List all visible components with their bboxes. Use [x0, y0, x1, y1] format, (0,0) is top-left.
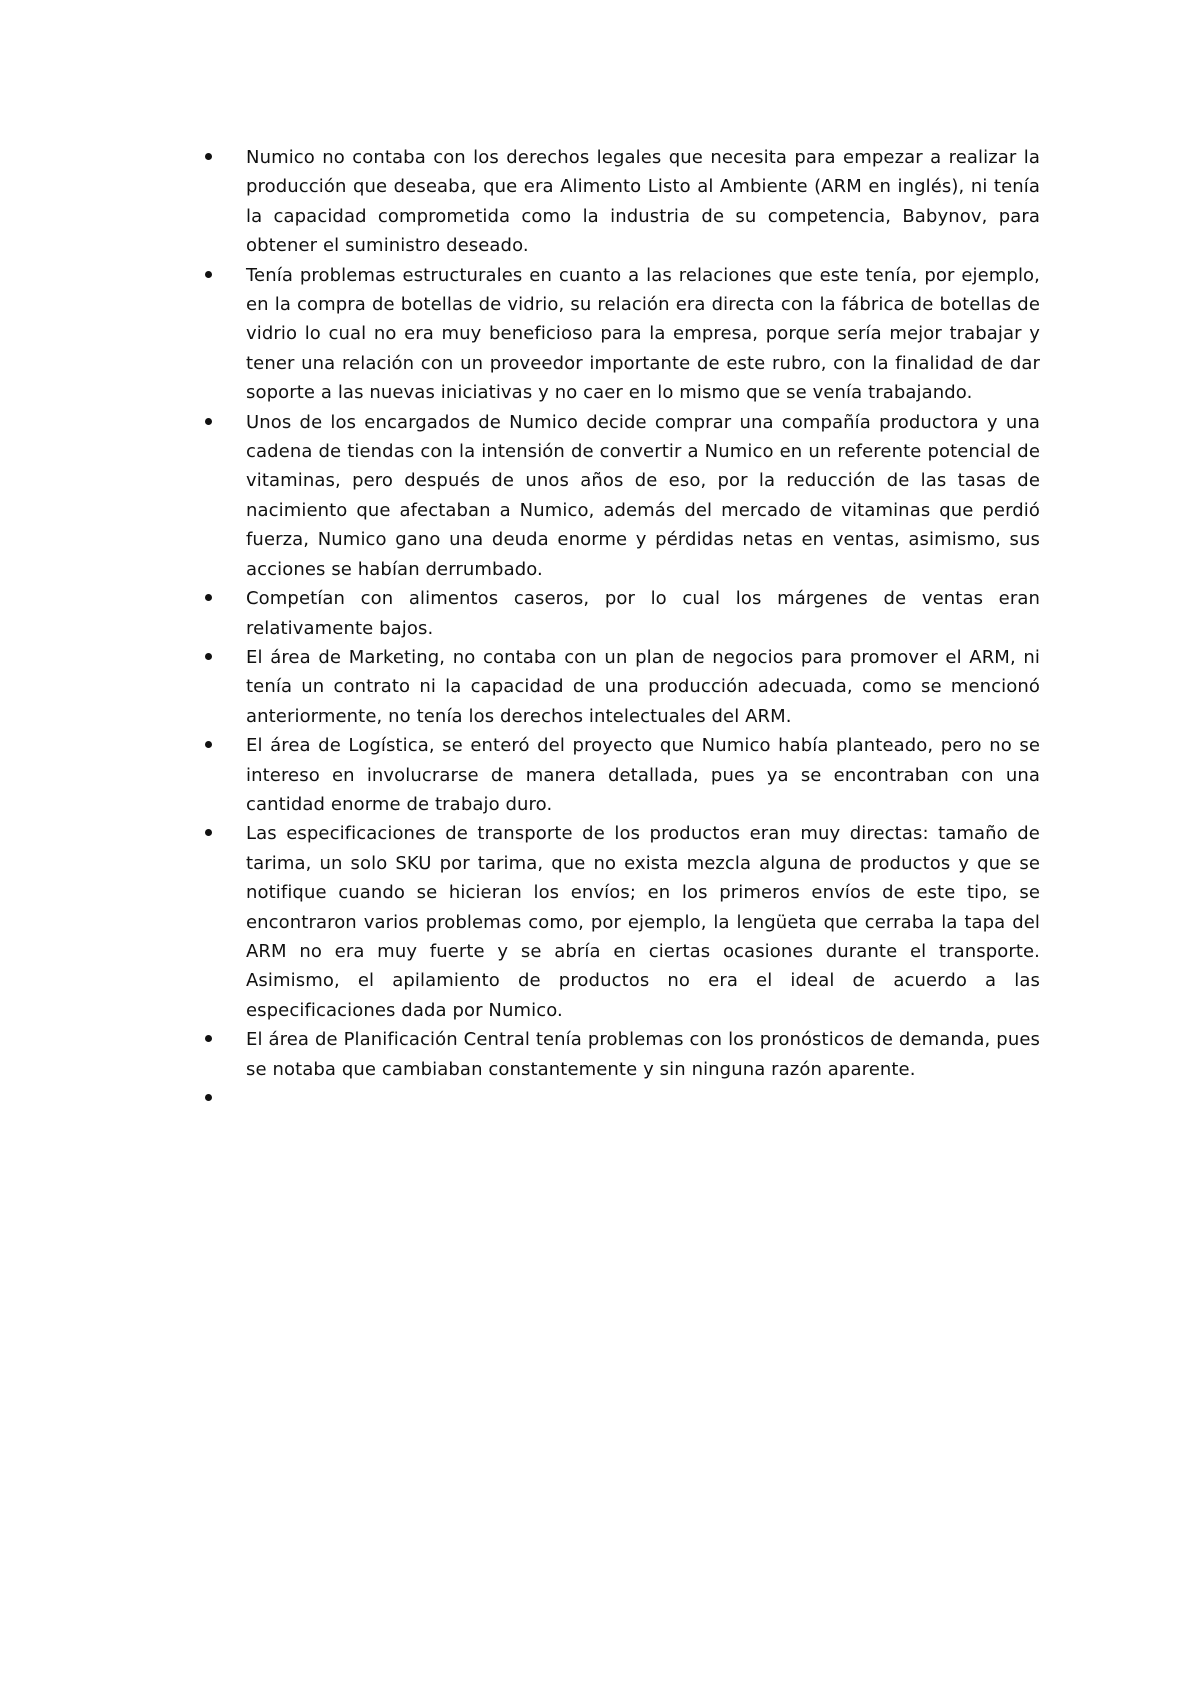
list-item-text: El área de Marketing, no contaba con un plan de negocios para promover el ARM, ni tenía un contrato ni la capacidad de una producción adecuada, como se mencionó anteriormente, no tenía los derechos intelectuales del ARM. — [246, 646, 1040, 727]
list-item — [200, 408, 1040, 584]
list-item-text: El área de Logística, se enteró del proyecto que Numico había planteado, pero no se intereso en involucrarse de manera detallada, pues ya se encontraban con una cantidad enorme de trabajo duro. — [246, 735, 1040, 815]
bullet-icon — [205, 418, 212, 425]
list-item-text: Numico no contaba con los derechos legales que necesita para empezar a realizar la producción que deseaba, que era Alimento Listo al Ambiente (ARM en inglés), ni tenía la capacidad comprometida como la industria de su competencia, Babynov, para obtener el suministro deseado. — [246, 147, 1040, 257]
list-item-text: Competían con alimentos caseros, por lo cual los márgenes de ventas eran relativamente bajos. — [246, 588, 1040, 639]
bullet-icon — [205, 829, 212, 836]
bullet-list — [200, 143, 1040, 1113]
list-item-text: Las especificaciones de transporte de los productos eran muy directas: tamaño de tarima, un solo SKU por tarima, que no exista mezcla alguna de productos y que se notifique cuando se hicieran los envíos; en los primeros envíos de este tipo, se encontraron varios problemas como, por ejemplo, la lengüeta que cerraba la tapa del ARM no era muy fuerte y se abría en ciertas ocasiones durante el transporte. Asimismo, el apilamiento de productos no era el ideal de acuerdo a las especificaciones dada por Numico. — [246, 823, 1040, 1021]
bullet-icon — [205, 1035, 212, 1042]
list-item — [200, 584, 1040, 643]
list-item — [200, 819, 1040, 1025]
list-item — [200, 731, 1040, 819]
list-item — [200, 643, 1040, 731]
list-item — [200, 261, 1040, 408]
bullet-icon — [205, 594, 212, 601]
list-item-text: El área de Planificación Central tenía problemas con los pronósticos de demanda, pues se notaba que cambiaban constantemente y sin ninguna razón aparente. — [246, 1029, 1040, 1080]
bullet-icon — [205, 153, 212, 160]
list-item-text: Unos de los encargados de Numico decide comprar una compañía productora y una cadena de tiendas con la intensión de convertir a Numico en un referente potencial de vitaminas, pero después de unos años de eso, por la reducción de las tasas de nacimiento que afectaban a Numico, además del mercado de vitaminas que perdió fuerza, Numico gano una deuda enorme y pérdidas netas en ventas, asimismo, sus acciones se habían derrumbado. — [246, 411, 1040, 580]
empty-list-item — [200, 1084, 1040, 1113]
bullet-icon — [205, 741, 212, 748]
list-item — [200, 1025, 1040, 1084]
list-item-text: Tenía problemas estructurales en cuanto a las relaciones que este tenía, por ejemplo, en la compra de botellas de vidrio, su relación era directa con la fábrica de botellas de vidrio lo cual no era muy beneficioso para la empresa, porque sería mejor trabajar y tener una relación con un proveedor importante de este rubro, con la finalidad de dar soporte a las nuevas iniciativas y no caer en lo mismo que se venía trabajando. — [246, 264, 1040, 404]
list-item — [200, 143, 1040, 261]
bullet-icon — [205, 1094, 212, 1101]
bullet-icon — [205, 271, 212, 278]
bullet-icon — [205, 653, 212, 660]
